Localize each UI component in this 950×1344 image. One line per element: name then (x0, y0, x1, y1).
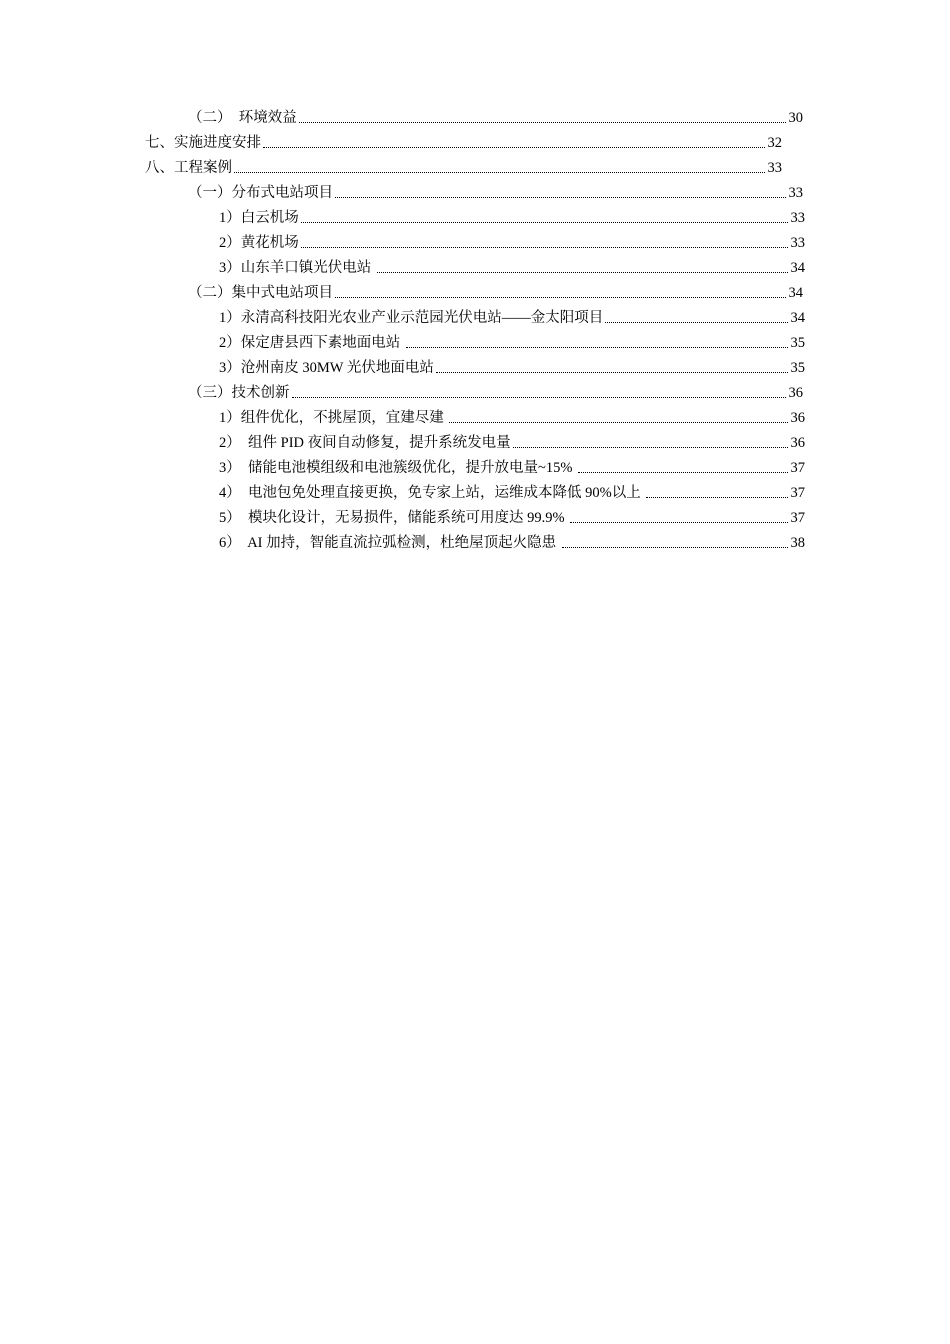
dot-leader (335, 296, 786, 298)
dot-leader (406, 346, 788, 348)
toc-entry-label: 1）永清高科技阳光农业产业示范园光伏电站——金太阳项目 (219, 310, 604, 326)
dot-leader (513, 446, 788, 448)
toc-entry[interactable] (219, 452, 805, 477)
dot-leader (292, 396, 786, 398)
dot-leader (436, 371, 788, 373)
toc-entry-label: 4） 电池包免处理直接更换，免专家上站，运维成本降低 90%以上 (219, 485, 645, 501)
toc-entry-page: 35 (790, 335, 805, 351)
toc-entry[interactable] (219, 527, 805, 552)
toc-entry-page: 34 (790, 260, 805, 276)
toc-entry[interactable] (188, 377, 803, 402)
toc-entry-label: 5） 模块化设计，无易损件，储能系统可用度达 99.9% (219, 510, 569, 526)
toc-entry[interactable] (219, 227, 805, 252)
toc-entry-label: 2） 组件 PID 夜间自动修复，提升系统发电量 (219, 435, 511, 451)
toc-entry-page: 37 (790, 485, 805, 501)
toc-entry-label: （二） 环境效益 (188, 110, 297, 126)
toc-entry[interactable] (219, 252, 805, 277)
dot-leader (335, 196, 786, 198)
toc-entry-page: 36 (788, 385, 803, 401)
toc-entry-label: 2）黄花机场 (219, 235, 299, 251)
toc-entry-label: 1）组件优化，不挑屋顶，宜建尽建 (219, 410, 448, 426)
dot-leader (301, 246, 788, 248)
toc-entry-page: 33 (790, 235, 805, 251)
toc-entry-label: （二）集中式电站项目 (188, 285, 333, 301)
toc-entry-page: 32 (767, 135, 782, 151)
dot-leader (377, 271, 788, 273)
toc-entry[interactable] (145, 127, 782, 152)
dot-leader (578, 471, 787, 473)
table-of-contents (0, 102, 950, 552)
toc-entry[interactable] (219, 502, 805, 527)
toc-entry-page: 36 (790, 435, 805, 451)
toc-entry-page: 37 (790, 460, 805, 476)
toc-entry-page: 37 (790, 510, 805, 526)
toc-entry-page: 33 (767, 160, 782, 176)
toc-entry-label: （一）分布式电站项目 (188, 185, 333, 201)
toc-entry-label: 3）山东羊口镇光伏电站 (219, 260, 375, 276)
toc-entry-page: 34 (790, 310, 805, 326)
toc-entry-label: （三）技术创新 (188, 385, 290, 401)
toc-entry[interactable] (145, 152, 782, 177)
toc-entry-page: 34 (788, 285, 803, 301)
toc-entry-label: 3）沧州南皮 30MW 光伏地面电站 (219, 360, 434, 376)
toc-entry[interactable] (219, 302, 805, 327)
toc-entry-page: 36 (790, 410, 805, 426)
dot-leader (449, 421, 787, 423)
dot-leader (562, 546, 788, 548)
toc-entry-page: 33 (790, 210, 805, 226)
dot-leader (570, 521, 787, 523)
toc-entry-label: 2）保定唐县西下素地面电站 (219, 335, 404, 351)
toc-entry[interactable] (219, 352, 805, 377)
dot-leader (301, 221, 788, 223)
dot-leader (605, 321, 787, 323)
toc-entry-page: 38 (790, 535, 805, 551)
toc-entry[interactable] (219, 202, 805, 227)
toc-entry[interactable] (219, 477, 805, 502)
toc-entry-label: 3） 储能电池模组级和电池簇级优化，提升放电量~15% (219, 460, 577, 476)
dot-leader (263, 146, 765, 148)
toc-entry-page: 35 (790, 360, 805, 376)
toc-entry[interactable] (219, 427, 805, 452)
dot-leader (234, 171, 765, 173)
toc-entry-page: 30 (788, 110, 803, 126)
dot-leader (646, 496, 787, 498)
toc-entry-page: 33 (788, 185, 803, 201)
toc-entry[interactable] (188, 277, 803, 302)
toc-entry-label: 1）白云机场 (219, 210, 299, 226)
toc-entry-label: 七、实施进度安排 (145, 135, 261, 151)
toc-entry-label: 八、工程案例 (145, 160, 232, 176)
toc-entry[interactable] (219, 402, 805, 427)
dot-leader (299, 121, 786, 123)
toc-entry[interactable] (219, 327, 805, 352)
toc-entry-label: 6） AI 加持，智能直流拉弧检测，杜绝屋顶起火隐患 (219, 535, 560, 551)
toc-entry[interactable] (188, 177, 803, 202)
toc-entry[interactable] (188, 102, 803, 127)
